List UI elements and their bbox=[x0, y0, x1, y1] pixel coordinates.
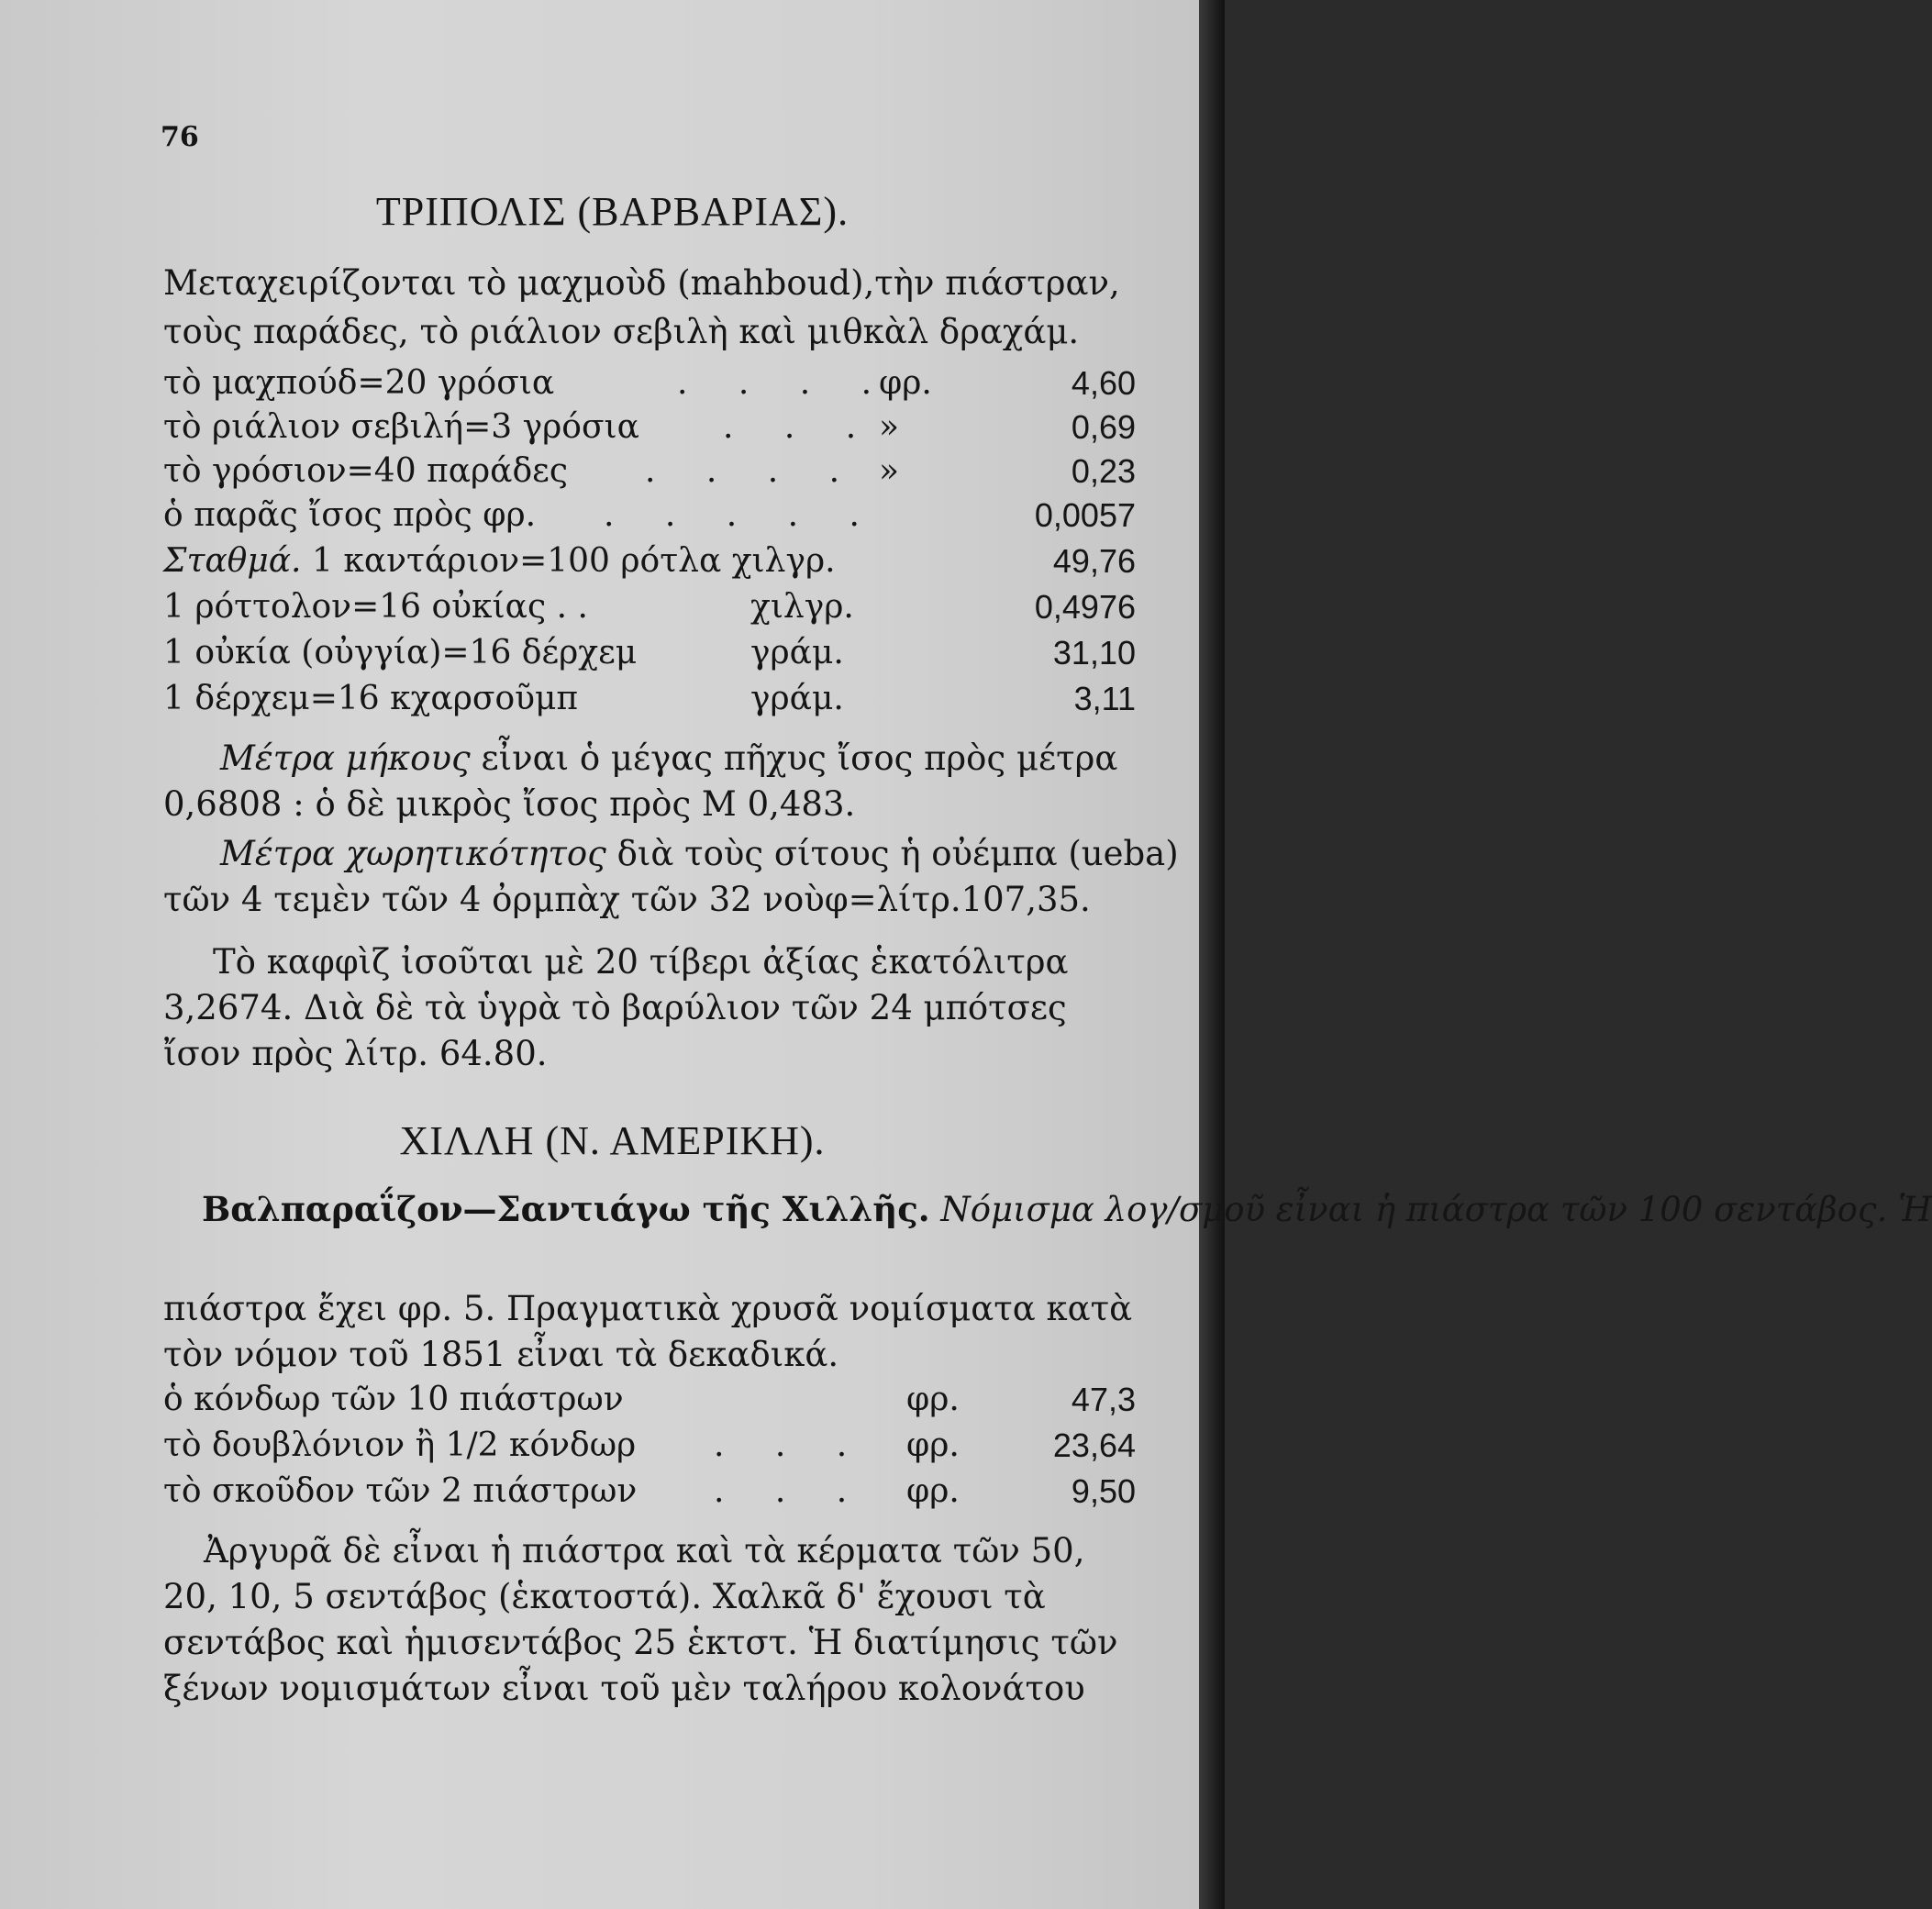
coin-label: ὁ κόνδωρ τῶν 10 πιάστρων bbox=[163, 1381, 624, 1418]
capacity-text: διὰ τοὺς σίτους ἡ οὐέμπα (ueba) bbox=[616, 834, 1179, 873]
silver-paragraph: Ἀργυρᾶ δὲ εἶναι ἡ πιάστρα καὶ τὰ κέρματα τῶν 50, bbox=[204, 1531, 1085, 1570]
silver-paragraph-line: σεντάβος καὶ ἡμισεντάβος 25 ἑκτστ. Ἡ διατίμησις τῶν bbox=[163, 1623, 1118, 1662]
chile-intro bbox=[202, 1189, 1932, 1229]
coin-unit: φρ. bbox=[906, 1381, 960, 1418]
weight-unit: γράμ. bbox=[750, 634, 844, 671]
length-paragraph-line: 0,6808 : ὁ δὲ μικρὸς ἴσος πρὸς Μ 0,483. bbox=[163, 784, 856, 824]
intro-line: Μεταχειρίζονται τὸ μαχμοὺδ (mahboud),τὴν πιάστραν, bbox=[163, 263, 1120, 303]
weight-row bbox=[163, 634, 1136, 681]
coin-label: τὸ ριάλιον σεβιλή=3 γρόσια bbox=[163, 408, 639, 446]
coin-label: τὸ γρόσιον=40 παράδες bbox=[163, 452, 568, 490]
chile-subtitle: Βαλπαραΐζον—Σαντιάγω τῆς Χιλλῆς. bbox=[202, 1189, 930, 1229]
weights-heading: Σταθμά. bbox=[163, 542, 302, 580]
coffee-paragraph-line: ἴσον πρὸς λίτρ. 64.80. bbox=[163, 1034, 548, 1073]
coin-row bbox=[163, 1472, 1136, 1519]
weight-value: 3,11 bbox=[1073, 680, 1136, 717]
length-paragraph bbox=[220, 738, 1138, 778]
coin-row bbox=[163, 452, 1136, 499]
coin-value: 4,60 bbox=[1071, 364, 1136, 402]
capacity-paragraph-line: τῶν 4 τεμὲν τῶν 4 ὀρμπὰχ τῶν 32 νοὺφ=λίτρ.107,35. bbox=[163, 880, 1091, 919]
coin-value: 9,50 bbox=[1071, 1472, 1136, 1510]
page-number: 76 bbox=[161, 121, 199, 153]
weight-row bbox=[163, 542, 1136, 589]
coin-row bbox=[163, 1383, 1136, 1427]
weight-label: 1 οὐκία (οὐγγία)=16 δέρχεμ bbox=[163, 634, 638, 671]
coin-value: 23,64 bbox=[1052, 1426, 1136, 1464]
coffee-paragraph: Τὸ καφφὶζ ἰσοῦται μὲ 20 τίβερι ἀξίας ἑκατόλιτρα bbox=[213, 942, 1069, 982]
coin-label: τὸ μαχπούδ=20 γρόσια bbox=[163, 364, 555, 402]
capacity-heading: Μέτρα χωρητικότητος bbox=[220, 834, 606, 873]
weight-unit: γράμ. bbox=[750, 680, 844, 717]
coffee-paragraph-line: 3,2674. Διὰ δὲ τὰ ὑγρὰ τὸ βαρύλιον τῶν 24 μπότσες bbox=[163, 988, 1067, 1027]
coin-row bbox=[163, 364, 1136, 411]
coin-unit: φρ. bbox=[906, 1472, 960, 1510]
leader-dots: . . . . . bbox=[604, 496, 880, 534]
section-heading-chile: ΧΙΛΛΗ (Ν. ΑΜΕΡΙΚΗ). bbox=[399, 1118, 826, 1163]
coin-unit: » bbox=[879, 408, 900, 446]
silver-paragraph-line: 20, 10, 5 σεντάβος (ἑκατοστά). Χαλκᾶ δ' ἔχουσι τὰ bbox=[163, 1577, 1046, 1616]
coin-row bbox=[163, 408, 1136, 455]
weight-row bbox=[163, 588, 1136, 635]
intro-line: τοὺς παράδες, τὸ ριάλιον σεβιλὴ καὶ μιθκὰλ δραχάμ. bbox=[163, 312, 1080, 351]
silver-paragraph-line: ξένων νομισμάτων εἶναι τοῦ μὲν ταλήρου κολονάτου bbox=[163, 1669, 1085, 1708]
leader-dots: . . . . bbox=[645, 452, 861, 490]
weight-label bbox=[163, 542, 836, 580]
leader-dots: . . . bbox=[723, 408, 877, 446]
coin-row bbox=[163, 1426, 1136, 1473]
coin-label: τὸ δουβλόνιον ἢ 1/2 κόνδωρ bbox=[163, 1426, 637, 1464]
length-heading: Μέτρα μήκους bbox=[220, 738, 471, 778]
chile-intro-line: πιάστρα ἔχει φρ. 5. Πραγματικὰ χρυσᾶ νομίσματα κατὰ bbox=[163, 1289, 1133, 1328]
page-edge-shadow bbox=[1199, 0, 1225, 1909]
coin-value: 47,3 bbox=[1071, 1381, 1136, 1418]
coin-row bbox=[163, 496, 1136, 543]
coin-label: τὸ σκοῦδον τῶν 2 πιάστρων bbox=[163, 1472, 638, 1510]
coin-value: 0,23 bbox=[1071, 452, 1136, 490]
coin-unit: φρ. bbox=[906, 1426, 960, 1464]
coin-value: 0,69 bbox=[1071, 408, 1136, 446]
section-heading-tripoli: ΤΡΙΠΟΛΙΣ (ΒΑΡΒΑΡΙΑΣ). bbox=[375, 189, 849, 234]
weight-label: 1 δέρχεμ=16 κχαρσοῦμπ bbox=[163, 680, 579, 717]
capacity-paragraph bbox=[220, 834, 1179, 873]
coin-value: 0,0057 bbox=[1034, 496, 1136, 534]
coin-unit: φρ. bbox=[879, 364, 932, 402]
weight-row bbox=[163, 680, 1136, 727]
coin-label: ὁ παρᾶς ἴσος πρὸς φρ. bbox=[163, 496, 537, 534]
weight-text: 1 καντάριον=100 ρότλα χιλγρ. bbox=[311, 542, 836, 580]
weight-value: 0,4976 bbox=[1034, 588, 1136, 626]
leader-dots: . . . bbox=[714, 1472, 868, 1510]
weight-value: 49,76 bbox=[1052, 542, 1136, 580]
coin-unit: » bbox=[879, 452, 900, 490]
length-text: εἶναι ὁ μέγας πῆχυς ἴσος πρὸς μέτρα bbox=[481, 738, 1118, 778]
leader-dots: . . . bbox=[714, 1426, 868, 1464]
leader-dots: . . . . bbox=[677, 364, 893, 402]
chile-intro-text: Νόμισμα λογ/σμοῦ εἶναι ἡ πιάστρα τῶν 100 σεντάβος. Ἡ bbox=[940, 1190, 1932, 1229]
chile-intro-line: τὸν νόμον τοῦ 1851 εἶναι τὰ δεκαδικά. bbox=[163, 1335, 839, 1374]
weight-label: 1 ρόττολον=16 οὐκίας . . bbox=[163, 588, 588, 626]
weight-unit: χιλγρ. bbox=[750, 588, 854, 626]
weight-value: 31,10 bbox=[1052, 634, 1136, 671]
